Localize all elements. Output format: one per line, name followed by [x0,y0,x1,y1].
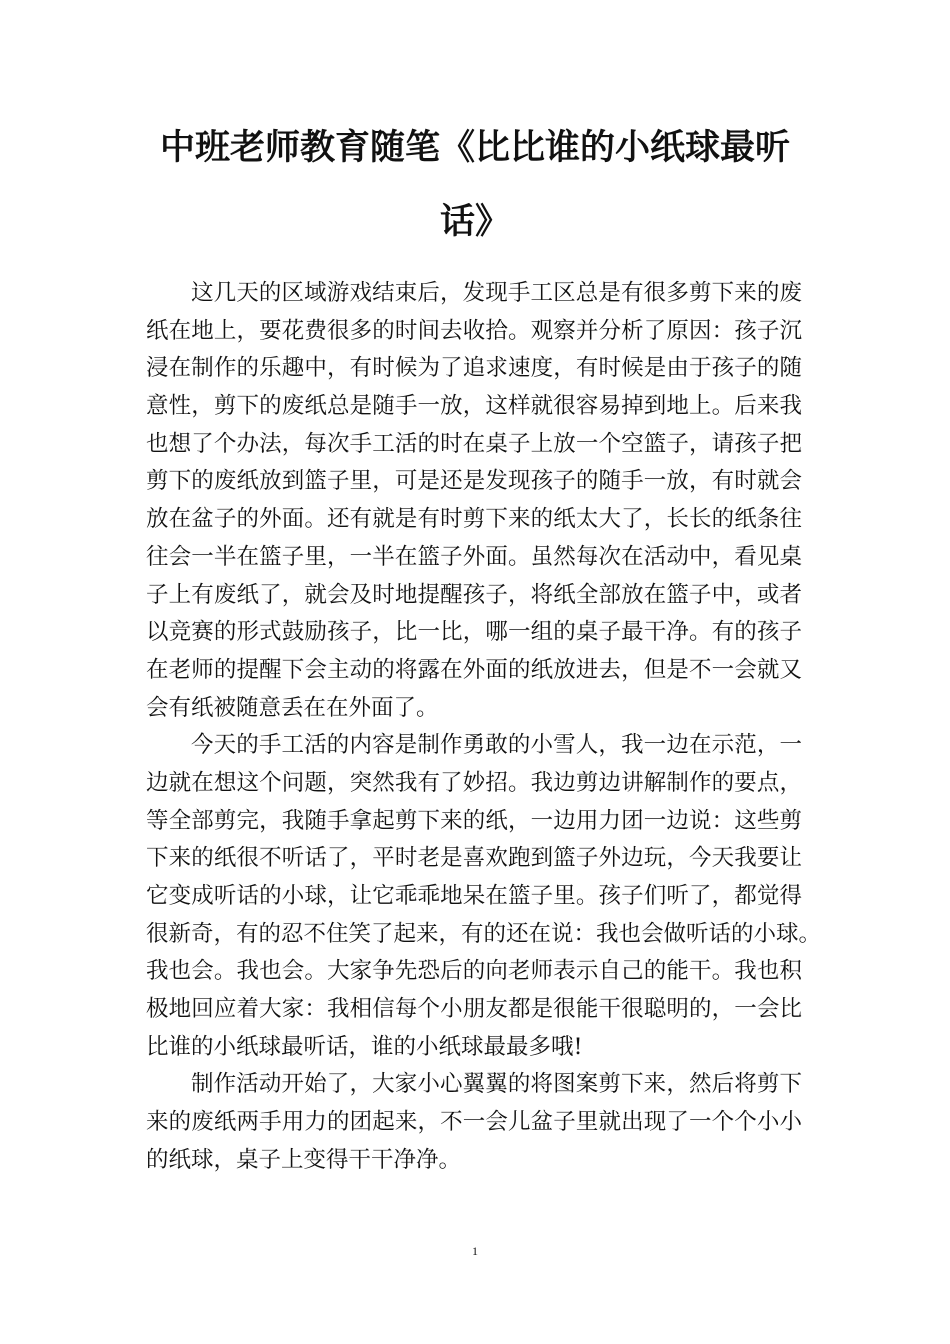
text-line: 也想了个办法，每次手工活的时在桌子上放一个空篮子，请孩子把 [146,430,802,457]
text-line: 下来的纸很不听话了，平时老是喜欢跑到篮子外边玩，今天我要让 [146,845,802,872]
document-body [146,278,822,1183]
text-line: 比谁的小纸球最听话，谁的小纸球最最多哦! [146,1033,583,1060]
paragraph [146,278,802,730]
text-line: 它变成听话的小球，让它乖乖地呆在篮子里。孩子们听了，都觉得 [146,883,802,909]
text-line: 在老师的提醒下会主动的将露在外面的纸放进去，但是不一会就又 [146,656,802,683]
paragraph [146,1069,802,1182]
document-title-line-2: 话》 [439,202,510,242]
text-line: 很新奇，有的忍不住笑了起来，有的还在说：我也会做听话的小球。 [146,920,822,947]
text-line: 来的废纸两手用力的团起来，不一会儿盆子里就出现了一个个小小 [146,1109,802,1136]
text-line: 浸在制作的乐趣中，有时候为了追求速度，有时候是由于孩子的随 [146,355,802,382]
text-line: 往会一半在篮子里，一半在篮子外面。虽然每次在活动中，看见桌 [146,543,802,570]
text-line: 的纸球，桌子上变得干干净净。 [146,1146,462,1173]
page-number: 1 [472,1244,478,1258]
text-line: 极地回应着大家：我相信每个小朋友都是很能干很聪明的，一会比 [146,996,802,1023]
text-line: 以竞赛的形式鼓励孩子，比一比，哪一组的桌子最干净。有的孩子 [146,619,802,646]
text-line: 意性，剪下的废纸总是随手一放，这样就很容易掉到地上。后来我 [146,393,802,420]
text-line: 纸在地上，要花费很多的时间去收拾。观察并分析了原因：孩子沉 [146,317,802,344]
text-line: 这几天的区域游戏结束后，发现手工区总是有很多剪下来的废 [191,280,802,306]
text-line: 制作活动开始了，大家小心翼翼的将图案剪下来，然后将剪下 [191,1071,802,1098]
paragraph [146,730,822,1069]
text-line: 放在盆子的外面。还有就是有时剪下来的纸太大了，长长的纸条往 [146,506,802,533]
text-line: 剪下的废纸放到篮子里，可是还是发现孩子的随手一放，有时就会 [146,468,802,495]
text-line: 我也会。我也会。大家争先恐后的向老师表示自己的能干。我也积 [146,958,802,985]
text-line: 今天的手工活的内容是制作勇敢的小雪人，我一边在示范，一 [191,732,802,759]
document-title-line-1: 中班老师教育随笔《比比谁的小纸球最听 [159,128,790,168]
text-line: 会有纸被随意丢在在外面了。 [146,694,439,721]
text-line: 边就在想这个问题，突然我有了妙招。我边剪边讲解制作的要点， [146,769,802,796]
text-line: 等全部剪完，我随手拿起剪下来的纸，一边用力团一边说：这些剪 [146,807,802,834]
text-line: 子上有废纸了，就会及时地提醒孩子，将纸全部放在篮子中，或者 [146,581,802,608]
